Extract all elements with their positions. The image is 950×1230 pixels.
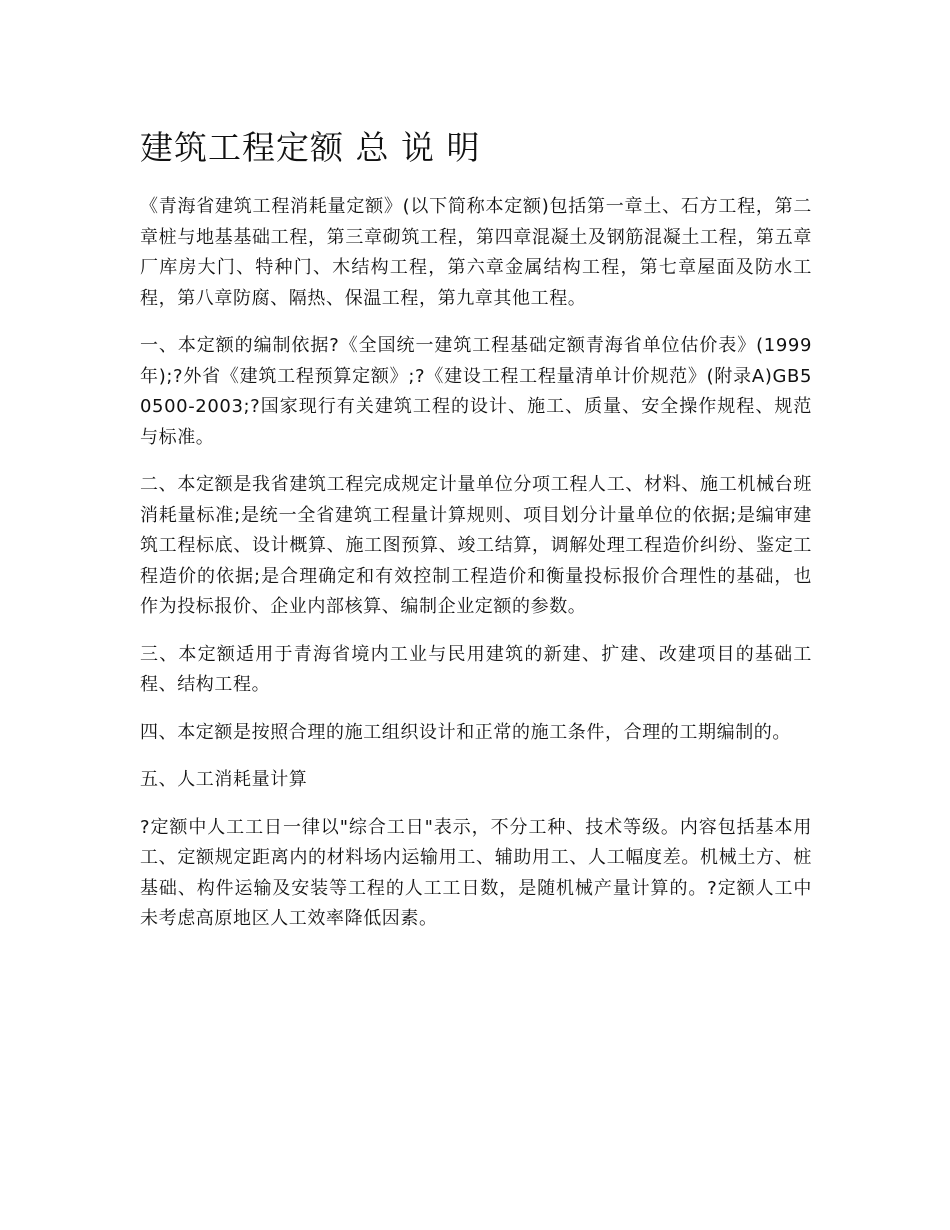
paragraph-purpose: 二、本定额是我省建筑工程完成规定计量单位分项工程人工、材料、施工机械台班消耗量标准;是统一全省建筑工程量计算规则、项目划分计量单位的依据;是编审建筑工程标底、设计概算、施工图预算、竣工结算，调解处理工程造价纠纷、鉴定工程造价的依据;是合理确定和有效控制工程造价和衡量投标报价合理性的基础，也作为投标报价、企业内部核算、编制企业定额的参数。 xyxy=(140,474,812,617)
paragraph-conditions: 四、本定额是按照合理的施工组织设计和正常的施工条件，合理的工期编制的。 xyxy=(140,721,791,743)
paragraph-basis: 一、本定额的编制依据?《全国统一建筑工程基础定额青海省单位估价表》(1999年);?外省《建筑工程预算定额》;?《建设工程工程量清单计价规范》(附录A)GB50500-2003;?国家现行有关建筑工程的设计、施工、质量、安全操作规程、规范与标准。 xyxy=(140,335,812,448)
paragraph-labor: ?定额中人工工日一律以"综合工日"表示，不分工种、技术等级。内容包括基本用工、定额规定距离内的材料场内运输用工、辅助用工、人工幅度差。机械土方、桩基础、构件运输及安装等工程的人工工日数，是随机械产量计算的。?定额人工中未考虑高原地区人工效率降低因素。 xyxy=(140,816,812,929)
paragraph-scope: 《青海省建筑工程消耗量定额》(以下简称本定额)包括第一章土、石方工程，第二章桩与地基基础工程，第三章砌筑工程，第四章混凝土及钢筋混凝土工程，第五章厂库房大门、特种门、木结构工程，第六章金属结构工程，第七章屋面及防水工程，第八章防腐、隔热、保温工程，第九章其他工程。 xyxy=(140,196,812,309)
paragraph-applicability: 三、本定额适用于青海省境内工业与民用建筑的新建、扩建、改建项目的基础工程、结构工程。 xyxy=(140,643,812,695)
document-page xyxy=(140,124,812,952)
document-title: 建筑工程定额 总 说 明 xyxy=(140,128,481,167)
section-heading-labor: 五、人工消耗量计算 xyxy=(140,769,308,790)
